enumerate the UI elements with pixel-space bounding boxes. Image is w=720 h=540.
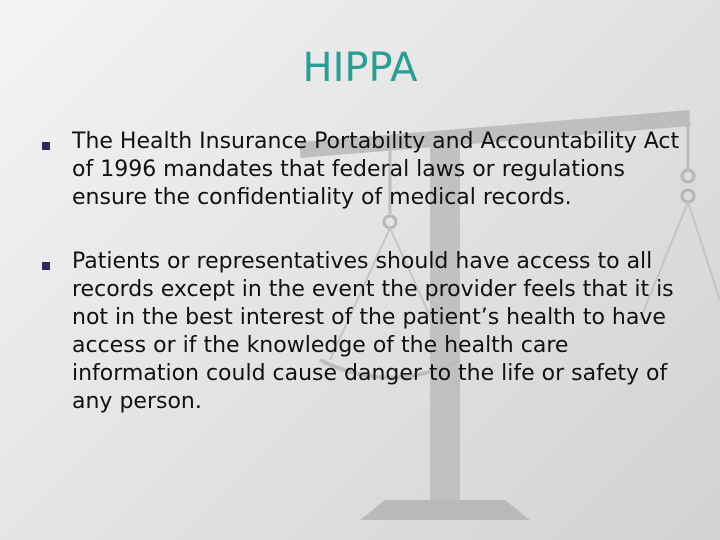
bullet-item	[40, 248, 690, 416]
square-bullet-icon	[42, 262, 50, 270]
bullet-list	[40, 128, 690, 416]
bullet-text: Patients or representatives should have access to all records except in the event the provider feels that it is not in the best interest of the patient’s health to have access or if the knowledge of the health care information could cause danger to the life or safety of any person.	[72, 249, 674, 414]
bullet-text: The Health Insurance Portability and Accountability Act of 1996 mandates that federal laws or regulations ensure the confidentiality of medical records.	[72, 129, 680, 210]
bullet-item	[40, 128, 690, 212]
square-bullet-icon	[42, 142, 50, 150]
slide-title: HIPPA	[302, 45, 418, 91]
